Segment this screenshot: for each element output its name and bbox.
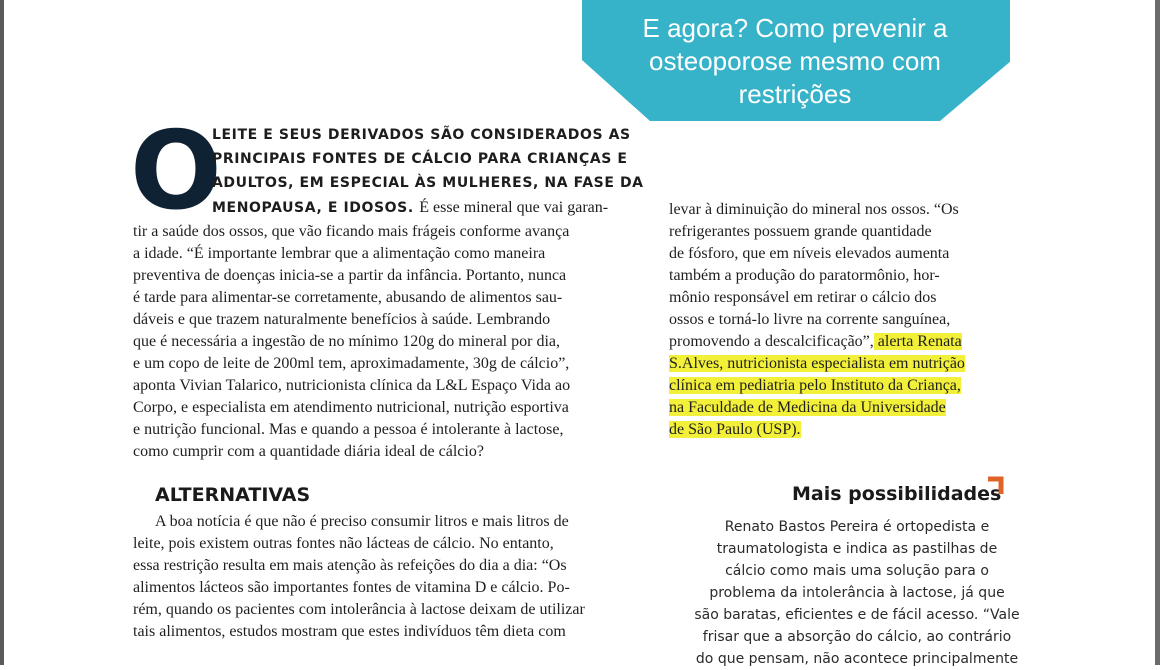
col2-line: refrigerantes possuem grande quantidade — [669, 223, 932, 240]
col2-line: mônio responsável em retirar o cálcio dos — [669, 289, 937, 306]
alt-line: leite, pois existem outras fontes não lácteas de cálcio. No entanto, — [133, 535, 554, 552]
callout-text — [610, 12, 980, 111]
col1-line: a idade. “É importante lembrar que a alimentação como maneira — [133, 245, 546, 262]
sidebar-heading: Mais possibilidades — [792, 483, 1002, 505]
callout-line-3: restrições — [738, 79, 852, 109]
callout-line-2: osteoporose mesmo com — [649, 46, 941, 76]
lead-line-4-rest: É esse mineral que vai garan- — [419, 199, 609, 216]
sidebar-line: traumatologista e indica as pastilhas de — [716, 541, 998, 557]
page-border-left — [0, 0, 4, 665]
pull-quote-callout — [580, 0, 1010, 128]
alt-line: tais alimentos, estudos mostram que estes indivíduos têm dieta com — [133, 623, 566, 640]
corner-accent-icon — [988, 476, 1004, 494]
col2-line: levar à diminuição do mineral nos ossos. “Os — [669, 201, 959, 218]
highlighted-text: na Faculdade de Medicina da Universidade — [669, 399, 946, 416]
highlighted-text: clínica em pediatria pelo Instituto da Criança, — [669, 377, 961, 394]
col2-highlight-line — [669, 375, 961, 397]
lead-line-2: PRINCIPAIS FONTES DE CÁLCIO PARA CRIANÇAS E — [212, 151, 628, 167]
col1-line: e um copo de leite de 200ml tem, aproximadamente, 30g de cálcio”, — [133, 355, 570, 372]
col2-plain-part: promovendo a descalcificação”, — [669, 333, 874, 350]
col2-highlight-line — [669, 353, 965, 375]
sidebar-line: frisar que a absorção do cálcio, ao contrário — [702, 629, 1012, 645]
col2-highlight-part: alerta Renata — [873, 333, 962, 350]
col1-line: preventiva de doenças inicia-se a partir da infância. Portanto, nunca — [133, 267, 567, 284]
col1-line: aponta Vivian Talarico, nutricionista clínica da L&L Espaço Vida ao — [133, 377, 571, 394]
sidebar-line: problema da intolerância à lactose, já que — [709, 585, 1005, 601]
alt-line: A boa notícia é que não é preciso consumir litros e mais litros de — [155, 513, 569, 530]
col2-line-mixed — [669, 331, 962, 353]
highlighted-text: S.Alves, nutricionista especialista em nutrição — [669, 355, 965, 372]
alt-line: essa restrição resulta em mais atenção às refeições do dia a dia: “Os — [133, 557, 567, 574]
alt-line: alimentos lácteos são importantes fontes de vitamina D e cálcio. Po- — [133, 579, 570, 596]
section-heading-alternativas: ALTERNATIVAS — [155, 484, 311, 506]
col2-line: também a produção do paratormônio, hor- — [669, 267, 940, 284]
sidebar-line: cálcio como mais uma solução para o — [725, 563, 989, 579]
lead-line-1: LEITE E SEUS DERIVADOS SÃO CONSIDERADOS AS — [212, 127, 631, 143]
col2-highlight-line — [669, 419, 801, 441]
col1-line: dáveis e que trazem naturalmente benefícios à saúde. Lembrando — [133, 311, 551, 328]
col1-line: e nutrição funcional. Mas e quando a pessoa é intolerante à lactose, — [133, 421, 564, 438]
sidebar-line: do que pensam, não acontece principalmente — [695, 651, 1019, 667]
col1-line: é tarde para alimentar-se corretamente, abusando de alimentos sau- — [133, 289, 563, 306]
page-border-right — [1155, 0, 1160, 665]
sidebar-line: são baratas, eficientes e de fácil acesso. “Vale — [694, 607, 1020, 623]
col2-line: ossos e torná-lo livre na corrente sanguínea, — [669, 311, 951, 328]
col1-line: Corpo, e especialista em atendimento nutricional, nutrição esportiva — [133, 399, 569, 416]
lead-line-3: ADULTOS, EM ESPECIAL ÀS MULHERES, NA FASE DA — [212, 175, 644, 191]
lead-line-4-bold: MENOPAUSA, E IDOSOS. — [212, 200, 414, 216]
col1-line: como cumprir com a quantidade diária ideal de cálcio? — [133, 443, 484, 460]
alt-line: rém, quando os pacientes com intolerância à lactose deixam de utilizar — [133, 601, 585, 618]
highlighted-text: de São Paulo (USP). — [669, 421, 801, 438]
col2-highlight-line — [669, 397, 946, 419]
col2-line: de fósforo, que em níveis elevados aumenta — [669, 245, 950, 262]
lead-line-4 — [212, 199, 608, 217]
callout-line-1: E agora? Como prevenir a — [642, 13, 948, 43]
col1-line: tir a saúde dos ossos, que vão ficando mais frágeis conforme avança — [133, 223, 570, 240]
col1-line: que é necessária a ingestão de no mínimo 120g do mineral por dia, — [133, 333, 560, 350]
sidebar-line: Renato Bastos Pereira é ortopedista e — [724, 519, 990, 535]
drop-cap: O — [130, 109, 222, 234]
